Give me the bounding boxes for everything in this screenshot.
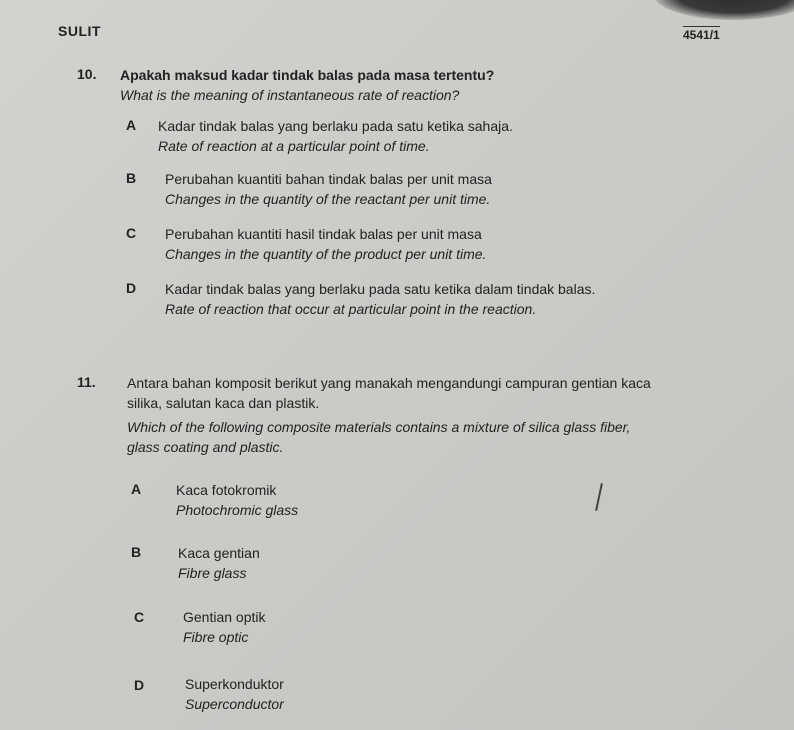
q11-option-a-malay: Kaca fotokromik: [176, 482, 277, 498]
header-paper-code: [683, 26, 720, 42]
photo-shadow: [654, 0, 794, 20]
q11-option-b-malay: Kaca gentian: [178, 545, 260, 561]
q11-option-c-letter: C: [134, 609, 145, 625]
paper-code-text: 4541/1: [683, 28, 720, 42]
q11-option-c-malay: Gentian optik: [183, 609, 266, 625]
q11-option-c-english: Fibre optic: [183, 629, 249, 645]
question-10-malay: Apakah maksud kadar tindak balas pada masa tertentu?: [120, 67, 495, 83]
header-sulit: SULIT: [58, 23, 101, 39]
question-11-number: 11.: [77, 374, 96, 390]
q11-option-d-malay: Superkonduktor: [185, 676, 284, 692]
question-11-english-line1: Which of the following composite materials contains a mixture of silica glass fiber,: [127, 419, 631, 435]
q10-option-c-english: Changes in the quantity of the product per unit time.: [165, 246, 487, 262]
q10-option-d-english: Rate of reaction that occur at particular point in the reaction.: [165, 301, 537, 317]
q10-option-a-english: Rate of reaction at a particular point of time.: [158, 138, 430, 154]
question-11-malay-line1: Antara bahan komposit berikut yang manakah mengandungi campuran gentian kaca: [127, 375, 651, 391]
pen-tick-mark: [595, 483, 603, 511]
q10-option-b-english: Changes in the quantity of the reactant per unit time.: [165, 191, 491, 207]
q11-option-a-letter: A: [131, 481, 142, 497]
q10-option-d-malay: Kadar tindak balas yang berlaku pada satu ketika dalam tindak balas.: [165, 281, 596, 297]
question-11-english-line2: glass coating and plastic.: [127, 439, 284, 455]
q10-option-c-letter: C: [126, 225, 137, 241]
q11-option-b-english: Fibre glass: [178, 565, 247, 581]
q11-option-d-letter: D: [134, 677, 145, 693]
q10-option-d-letter: D: [126, 280, 137, 296]
question-11-malay-line2: silika, salutan kaca dan plastik.: [127, 395, 320, 411]
q10-option-b-malay: Perubahan kuantiti bahan tindak balas per unit masa: [165, 171, 492, 187]
question-10-english: What is the meaning of instantaneous rate of reaction?: [120, 87, 460, 103]
q10-option-a-letter: A: [126, 117, 137, 133]
q11-option-b-letter: B: [131, 544, 142, 560]
q10-option-a-malay: Kadar tindak balas yang berlaku pada satu ketika sahaja.: [158, 118, 513, 134]
q10-option-c-malay: Perubahan kuantiti hasil tindak balas per unit masa: [165, 226, 482, 242]
question-10-number: 10.: [77, 66, 97, 82]
q11-option-a-english: Photochromic glass: [176, 502, 299, 518]
q11-option-d-english: Superconductor: [185, 696, 284, 712]
q10-option-b-letter: B: [126, 170, 137, 186]
